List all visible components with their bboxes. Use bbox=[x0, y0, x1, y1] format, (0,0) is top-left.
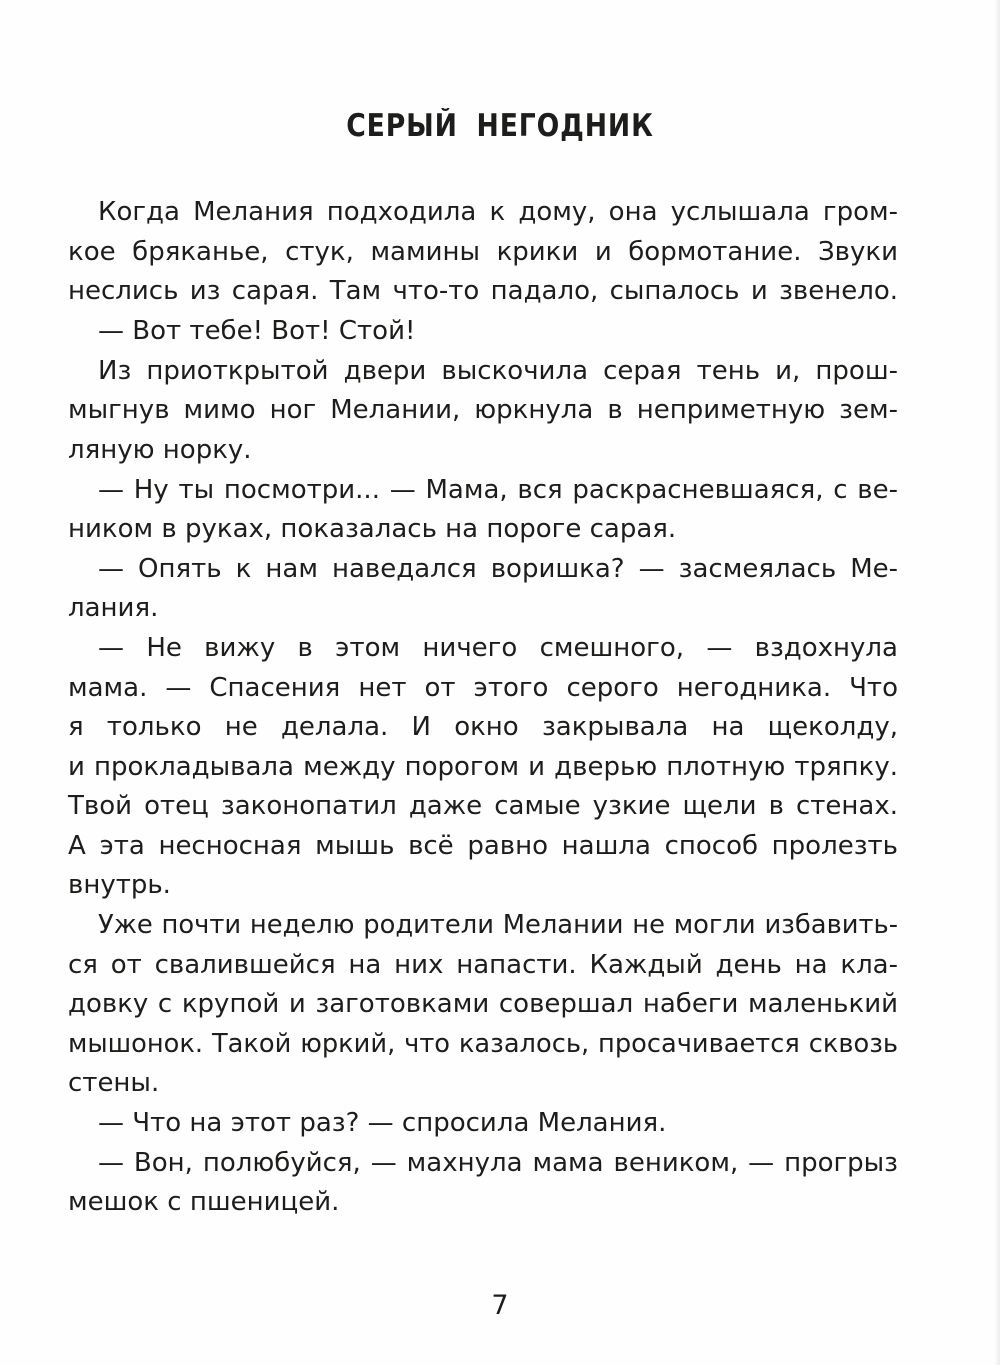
text-line: — Опять к нам наведался воришка? — засмеялась Ме- bbox=[98, 554, 898, 584]
page-edge-shadow bbox=[994, 0, 1000, 1365]
text-line: ляную норку. bbox=[68, 435, 252, 465]
text-line: ся от свалившейся на них напасти. Каждый день на кла- bbox=[68, 950, 898, 980]
page-number: 7 bbox=[491, 1290, 509, 1321]
text-line: А эта несносная мышь всё равно нашла способ пролезть bbox=[68, 831, 898, 861]
text-line: — Вон, полюбуйся, — махнула мама веником, — прогрыз bbox=[98, 1148, 898, 1178]
text-line: мышонок. Такой юркий, что казалось, просачивается сквозь bbox=[68, 1029, 898, 1059]
text-line: неслись из сарая. Там что-то падало, сыпалось и звенело. bbox=[68, 276, 898, 306]
text-line: — Не вижу в этом ничего смешного, — вздохнула bbox=[98, 633, 898, 663]
text-line: кое бряканье, стук, мамины крики и бормотание. Звуки bbox=[68, 237, 898, 267]
text-line: стены. bbox=[68, 1068, 160, 1098]
text-line: мыгнув мимо ног Мелании, юркнула в неприметную зем- bbox=[68, 395, 898, 425]
text-line: Из приоткрытой двери выскочила серая тень и, прош- bbox=[98, 356, 898, 386]
chapter-title: СЕРЫЙ НЕГОДНИК bbox=[346, 108, 654, 144]
text-line: внутрь. bbox=[68, 870, 171, 900]
text-line: и прокладывала между порогом и дверью плотную тряпку. bbox=[68, 752, 898, 782]
text-line: — Вот тебе! Вот! Стой! bbox=[98, 316, 416, 346]
text-line: — Что на этот раз? — спросила Мелания. bbox=[98, 1108, 667, 1138]
text-line: довку с крупой и заготовками совершал набеги маленький bbox=[68, 989, 898, 1019]
text-line: Уже почти неделю родители Мелании не могли избавить- bbox=[98, 910, 898, 940]
text-line: — Ну ты посмотри... — Мама, вся раскрасневшаяся, с ве- bbox=[98, 475, 898, 505]
text-line: Когда Мелания подходила к дому, она услышала гром- bbox=[98, 197, 898, 227]
text-line: Твой отец законопатил даже самые узкие щели в стенах. bbox=[68, 791, 898, 821]
text-line: ником в руках, показалась на пороге сарая. bbox=[68, 514, 677, 544]
text-line: я только не делала. И окно закрывала на щеколду, bbox=[68, 712, 898, 742]
text-line: мама. — Спасения нет от этого серого негодника. Что bbox=[68, 673, 898, 703]
text-line: лания. bbox=[68, 593, 159, 623]
text-line: мешок с пшеницей. bbox=[68, 1187, 340, 1217]
